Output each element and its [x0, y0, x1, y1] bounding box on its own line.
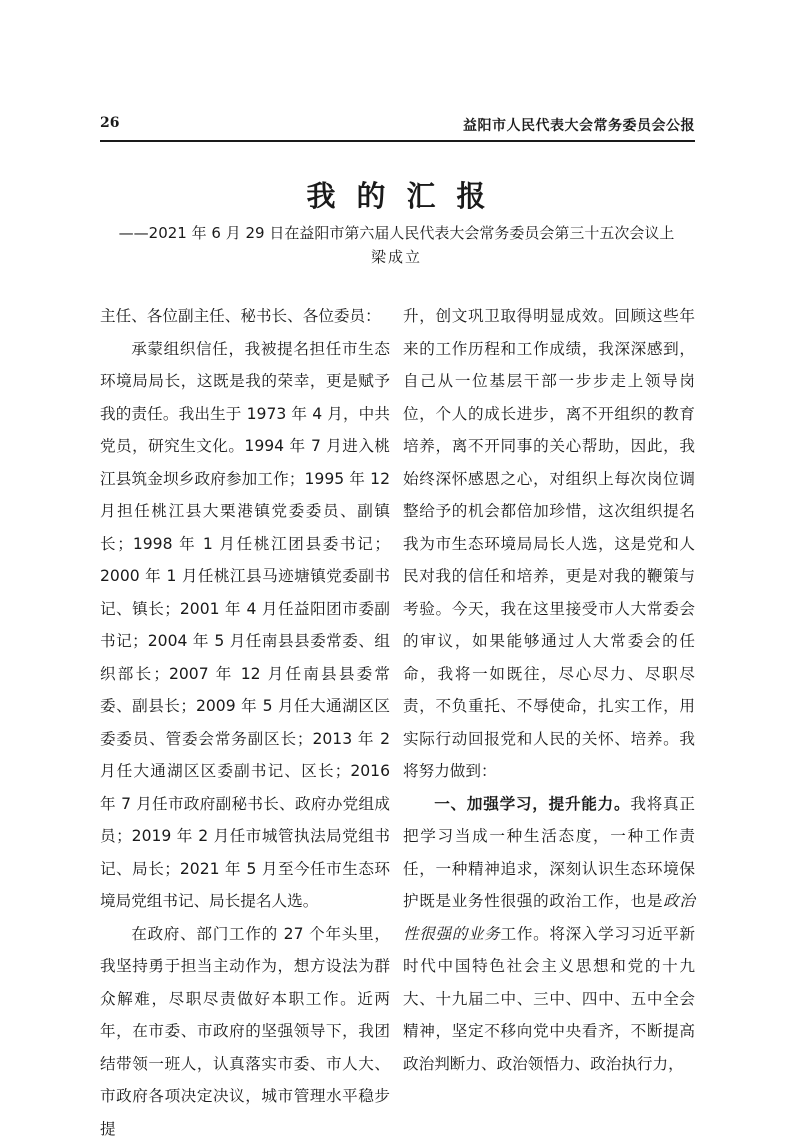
- page-header: [100, 114, 695, 142]
- page-number: 26: [100, 115, 119, 131]
- paragraph-work-experience: 在政府、部门工作的 27 个年头里，我坚持勇于担当主动作为，想方设法为群众解难，尽职尽责做好本职工作。近两年，在市委、市政府的坚强领导下，我团结带领一班人，认真落实市委、市人大、市政府各项决定决议，城市管理水平稳步提: [100, 918, 390, 1145]
- paragraph-learning-text-a: 我将真正把学习当成一种生活态度，一种工作责任，一种精神追求，深刻认识生态环境保护既是业务性很强的政治工作，也是: [403, 795, 695, 911]
- paragraph-biography: 承蒙组织信任，我被提名担任市生态环境局局长，这既是我的荣幸，更是赋予我的责任。我出生于 1973 年 4 月，中共党员，研究生文化。1994 年 7 月进入桃江县筑金坝乡政府参加工作；1995 年 12 月担任桃江县大栗港镇党委委员、副镇长；1998 年 1 月任桃江团县委书记；2000 年 1 月任桃江县马迹塘镇党委副书记、镇长；2001 年 4 月任益阳团市委副书记；2004 年 5 月任南县县委常委、组织部长；2007 年 12 月任南县县委常委、副县长；2009 年 5 月任大通湖区区委委员、管委会常务副区长；2013 年 2 月任大通湖区区委副书记、区长；2016 年 7 月任市政府副秘书长、政府办党组成员；2019 年 2 月任市城管执法局党组书记、局长；2021 年 5 月至今任市生态环境局党组书记、局长提名人选。: [100, 333, 390, 918]
- article-subtitle: ——2021 年 6 月 29 日在益阳市第六届人民代表大会常务委员会第三十五次会议上: [0, 222, 793, 243]
- salutation: 主任、各位副主任、秘书长、各位委员：: [100, 300, 390, 333]
- article-author: 梁成立: [0, 246, 793, 267]
- left-column: [100, 300, 390, 1145]
- paragraph-work-experience-continued: 升，创文巩卫取得明显成效。回顾这些年来的工作历程和工作成绩，我深深感到，自己从一位基层干部一步步走上领导岗位，个人的成长进步，离不开组织的教育培养，离不开同事的关心帮助，因此，我始终深怀感恩之心，对组织上每次岗位调整给予的机会都倍加珍惜，这次组织提名我为市生态环境局局长人选，这是党和人民对我的信任和培养，更是对我的鞭策与考验。今天，我在这里接受市人大常委会的审议，如果能够通过人大常委会的任命，我将一如既往，尽心尽力、尽职尽责，不负重托、不辱使命，扎实工作，用实际行动回报党和人民的关怀、培养。我将努力做到：: [403, 300, 695, 788]
- paragraph-learning-text-b: 工作。将深入学习习近平新时代中国特色社会主义思想和党的十九大、十九届二中、三中、四中、五中全会精神，坚定不移向党中央看齐，不断提高政治判断力、政治领悟力、政治执行力，: [403, 925, 695, 1073]
- paragraph-learning-emphasis: 政治性很强的业务: [403, 892, 695, 943]
- section-heading-learning: 一、加强学习，提升能力。: [434, 795, 630, 813]
- journal-name: 益阳市人民代表大会常务委员会公报: [463, 115, 695, 135]
- article-title: 我的汇报: [0, 174, 793, 215]
- paragraph-learning: [403, 788, 695, 1081]
- right-column: [403, 300, 695, 1080]
